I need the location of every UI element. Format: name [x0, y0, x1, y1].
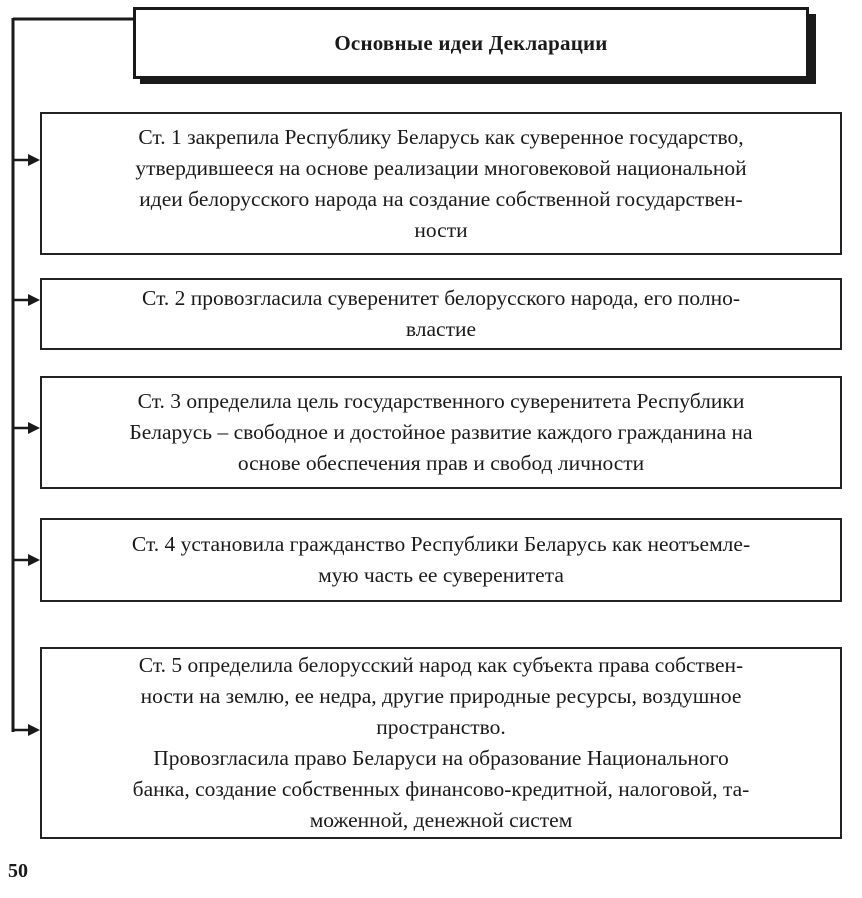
article-box-2 [40, 278, 842, 350]
article-box-3 [40, 376, 842, 489]
article-5-line: пространство. [376, 715, 506, 739]
article-1-line: ности [414, 217, 468, 242]
article-3-line: Ст. 3 определила цель государственного суверенитета Республики [137, 389, 745, 413]
page-number: 50 [8, 860, 28, 882]
article-1-line: Ст. 1 закрепила Республику Беларусь как суверенное государство, [138, 124, 744, 149]
article-2-line: властие [405, 317, 477, 341]
arrow-2-icon [13, 294, 40, 306]
article-box-1 [40, 112, 842, 255]
title-box [133, 7, 809, 79]
arrow-5-icon [13, 724, 40, 736]
diagram-title: Основные идеи Декларации [334, 30, 608, 55]
article-box-5 [40, 647, 842, 839]
article-1-line: идеи белорусского народа на создание собственной государствен- [139, 186, 743, 211]
article-1-line: утвердившееся на основе реализации многовековой национальной [135, 155, 747, 180]
article-5-line: ности на землю, ее недра, другие природные ресурсы, воздушное [140, 684, 742, 708]
article-3-line: основе обеспечения прав и свобод личности [237, 451, 645, 475]
article-4-line: мую часть ее суверенитета [318, 563, 564, 587]
arrow-4-icon [13, 554, 40, 566]
article-5-line: Ст. 5 определила белорусский народ как субъекта права собствен- [138, 653, 744, 677]
article-2-line: Ст. 2 провозгласила суверенитет белорусского народа, его полно- [142, 286, 740, 310]
arrow-3-icon [13, 422, 40, 434]
article-box-4 [40, 518, 842, 602]
arrow-1-icon [13, 154, 40, 166]
article-5-line: банка, создание собственных финансово-кредитной, налоговой, та- [132, 777, 750, 801]
article-4-line: Ст. 4 установила гражданство Республики Беларусь как неотъемле- [131, 532, 751, 556]
article-3-line: Беларусь – свободное и достойное развитие каждого гражданина на [129, 420, 753, 444]
article-5-line: моженной, денежной систем [309, 808, 573, 832]
article-5-line: Провозгласила право Беларуси на образование Национального [153, 746, 729, 770]
